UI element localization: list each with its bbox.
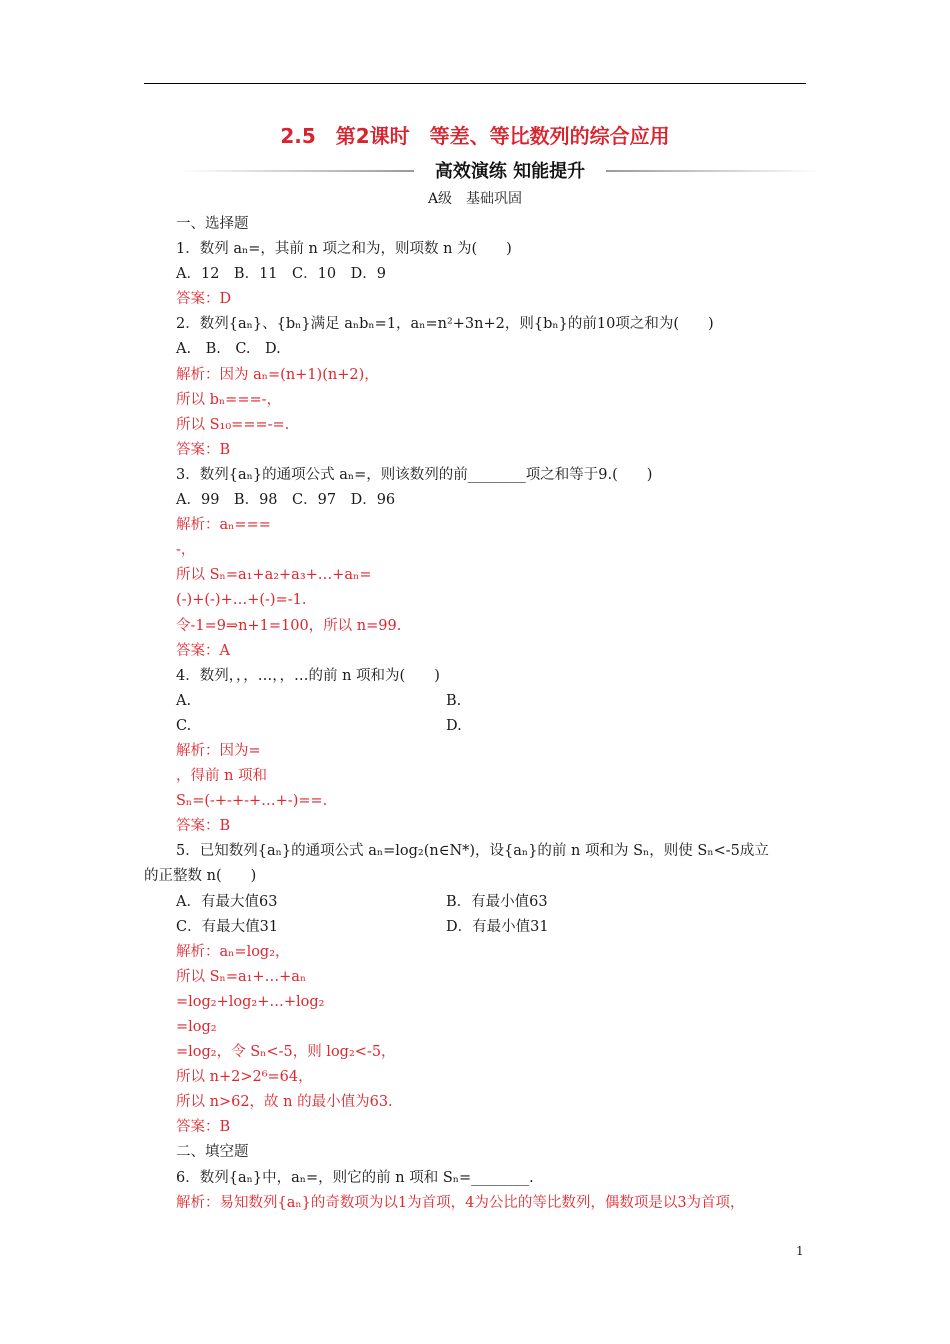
options-4-row-2 (176, 714, 816, 739)
banner-text: 高效演练 知能提升 (434, 161, 586, 182)
solution-4-line-1: 解析：因为= (176, 742, 261, 759)
solution-3-line-3: 所以 Sₙ=a₁+a₂+a₃+…+aₙ= (176, 567, 372, 584)
content-body (144, 212, 816, 1216)
question-3: 3．数列{aₙ}的通项公式 aₙ=，则该数列的前________项之和等于9.( ) (176, 466, 653, 483)
question-4: 4．数列，，，…，，…的前 n 项和为( ) (176, 667, 440, 684)
question-5-line-2: 的正整数 n( ) (144, 868, 257, 885)
solution-4-line-3: Sₙ=(-+-+-+…+-)==. (176, 793, 328, 810)
solution-5-line-6: 所以 n+2>2⁶=64， (176, 1069, 313, 1086)
solution-5-line-3: =log₂+log₂+…+log₂ (176, 993, 325, 1010)
answer-2: 答案：B (176, 441, 231, 458)
solution-5-line-2: 所以 Sₙ=a₁+…+aₙ (176, 968, 307, 985)
question-1: 1．数列 aₙ=，其前 n 项之和为，则项数 n 为( ) (176, 241, 512, 258)
options-1: A．12 B．11 C．10 D．9 (176, 266, 386, 283)
solution-5-line-7: 所以 n>62，故 n 的最小值为63. (176, 1094, 393, 1111)
section-heading: 一、选择题 (176, 216, 249, 232)
solution-6-line-1: 解析：易知数列{aₙ}的奇数项为以1为首项，4为公比的等比数列，偶数项是以3为首项， (176, 1194, 745, 1211)
answer-1: 答案：D (176, 291, 232, 308)
solution-3-line-4: (-)+(-)+…+(-)=-1. (176, 592, 307, 609)
option-5b: B．有最小值63 (446, 893, 548, 910)
answer-3: 答案：A (176, 642, 230, 659)
option-4d: D. (446, 717, 462, 734)
options-2: A. B. C. D. (176, 341, 281, 358)
options-5-row-2 (176, 915, 816, 940)
section-banner (180, 157, 820, 185)
question-5-line-1: 5．已知数列{aₙ}的通项公式 aₙ=log₂(n∈N*)，设{aₙ}的前 n 项和为 Sₙ，则使 Sₙ<-5成立 (176, 843, 769, 860)
section-heading-2: 二、填空题 (176, 1144, 249, 1161)
option-5d: D．有最小值31 (446, 918, 549, 935)
options-3: A．99 B．98 C．97 D．96 (176, 492, 396, 509)
option-5a: A．有最大值63 (176, 893, 278, 910)
answer-5: 答案：B (176, 1119, 231, 1136)
solution-5-line-5: =log₂，令 Sₙ<-5，则 log₂<-5， (176, 1044, 396, 1061)
option-4a: A. (176, 692, 192, 709)
question-6: 6．数列{aₙ}中，aₙ=，则它的前 n 项和 Sₙ=________. (176, 1169, 534, 1186)
solution-2-line-3: 所以 S₁₀===-=. (176, 416, 290, 433)
page-number: 1 (796, 1244, 804, 1258)
solution-3-line-5: 令-1=9⇒n+1=100，所以 n=99. (176, 617, 402, 634)
page-title: 2.5 第2课时 等差、等比数列的综合应用 (280, 124, 670, 148)
solution-5-line-4: =log₂ (176, 1019, 217, 1035)
options-4-row-1 (176, 689, 816, 714)
answer-4: 答案：B (176, 818, 231, 835)
level-heading: A级 基础巩固 (427, 191, 523, 207)
solution-2-line-2: 所以 bₙ===-， (176, 391, 282, 408)
solution-5-line-1: 解析：aₙ=log₂， (176, 943, 290, 960)
solution-3-line-2: -， (176, 542, 196, 559)
option-4c: C. (176, 717, 192, 734)
options-5-row-1 (176, 890, 816, 915)
header-rule (144, 83, 806, 84)
solution-4-line-2: ，得前 n 项和 (176, 768, 268, 785)
solution-3-line-1: 解析：aₙ=== (176, 517, 271, 534)
question-2: 2．数列{aₙ}、{bₙ}满足 aₙbₙ=1，aₙ=n²+3n+2，则{bₙ}的前10项之和为( ) (176, 316, 714, 333)
banner-line-right (606, 170, 820, 172)
option-4b: B. (446, 692, 462, 709)
option-5c: C．有最大值31 (176, 918, 279, 935)
banner-line-left (180, 170, 414, 172)
solution-2-line-1: 解析：因为 aₙ=(n+1)(n+2)， (176, 366, 379, 383)
